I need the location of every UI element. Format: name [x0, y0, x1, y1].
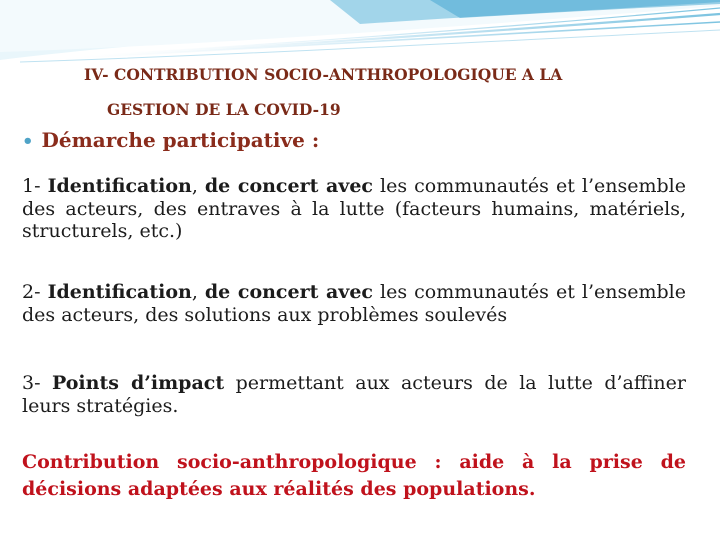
item-1-rest: les communautés et l’ensemble des acteurs, des entraves à la lutte (facteurs humains, matériels, structurels, etc.) — [22, 175, 686, 242]
item-3-rest: permettant aux acteurs de la lutte d’affiner leurs stratégies. — [22, 372, 686, 417]
bullet-dot-icon: • — [22, 131, 34, 152]
bullet-heading-text: Démarche participative : — [41, 128, 320, 152]
item-2-rest: les communautés et l’ensemble des acteurs, des solutions aux problèmes soulevés — [22, 281, 686, 326]
conclusion-text: Contribution socio-anthropologique : aide à la prise de décisions adaptées aux réalités des populations. — [22, 451, 686, 500]
bullet-heading — [22, 128, 319, 152]
item-2-emphasis: de concert avec — [204, 281, 373, 303]
item-3-lead: Points d’impact — [51, 372, 225, 394]
item-1-number: 1- — [22, 175, 41, 197]
item-1-emphasis: de concert avec — [204, 175, 373, 197]
title-line-2: GESTION DE LA COVID-19 — [107, 100, 341, 119]
list-item-1 — [22, 175, 686, 243]
item-1-lead: Identification — [47, 175, 192, 197]
item-2-number: 2- — [22, 281, 41, 303]
item-2-mid: , — [191, 281, 205, 303]
item-1-mid: , — [191, 175, 205, 197]
item-3-number: 3- — [22, 372, 41, 394]
list-item-2 — [22, 281, 686, 326]
title-line-1: IV- CONTRIBUTION SOCIO-ANTHROPOLOGIQUE A LA — [84, 65, 563, 84]
list-item-3 — [22, 372, 686, 417]
item-2-lead: Identification — [47, 281, 192, 303]
